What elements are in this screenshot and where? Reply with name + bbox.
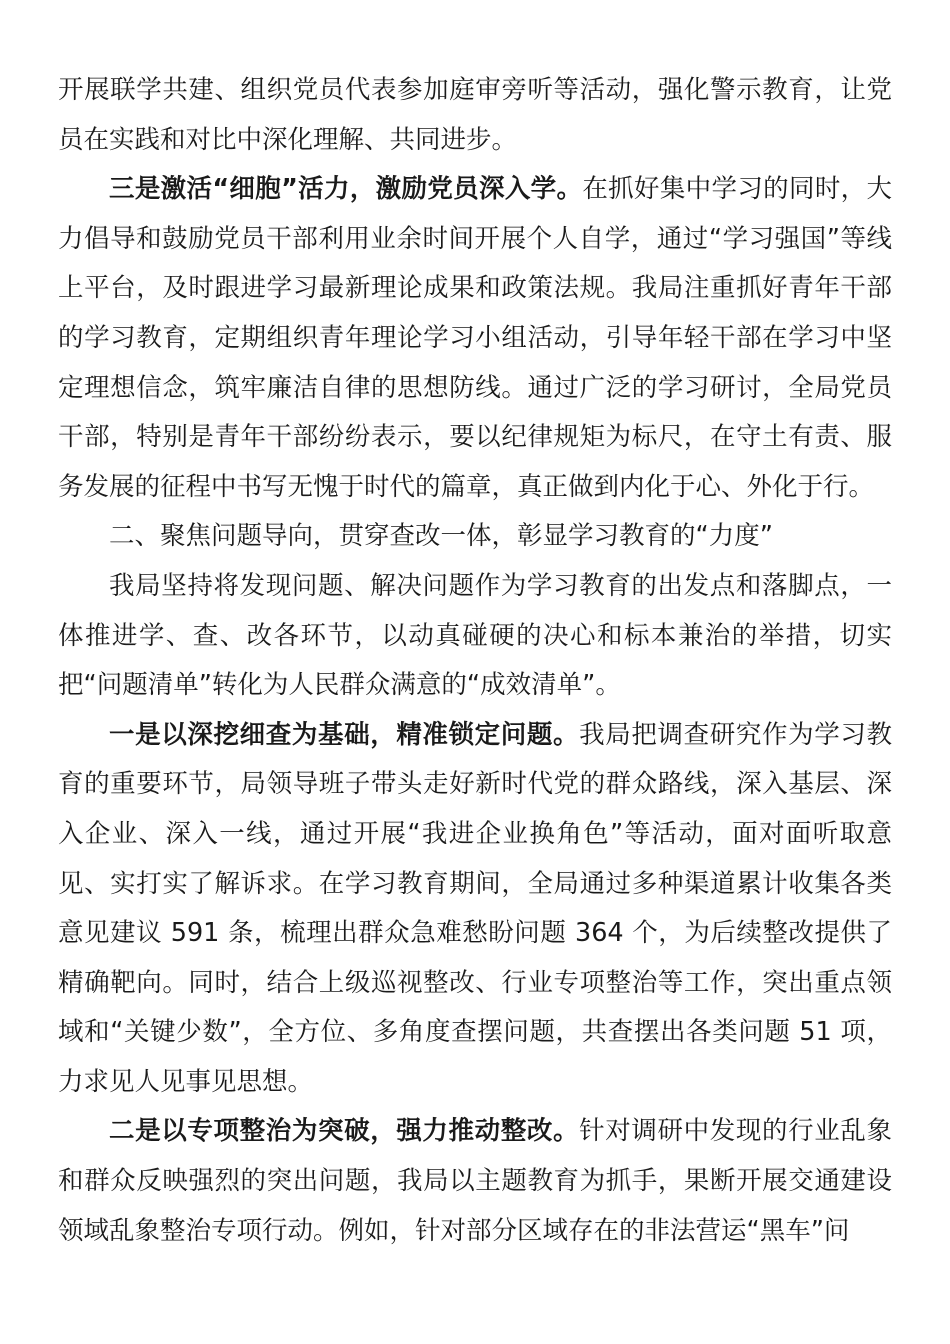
paragraph-1 <box>58 66 892 165</box>
section-heading <box>58 512 892 562</box>
section-heading-text: 二、聚焦问题导向，贯穿查改一体，彰显学习教育的“力度” <box>109 521 773 552</box>
paragraph-2-lead: 三是激活“细胞”活力，激励党员深入学。 <box>109 174 583 205</box>
paragraph-6-lead: 二是以专项整治为突破，强力推动整改。 <box>109 1116 580 1147</box>
paragraph-2-text: 在抓好集中学习的同时，大力倡导和鼓励党员干部利用业余时间开展个人自学，通过“学习强国”等线上平台，及时跟进学习最新理论成果和政策法规。我局注重抓好青年干部的学习教育，定期组织青年理论学习小组活动，引导年轻干部在学习中坚定理想信念，筑牢廉洁自律的思想防线。通过广泛的学习研讨，全局党员干部，特别是青年干部纷纷表示，要以纪律规矩为标尺，在守土有责、服务发展的征程中书写无愧于时代的篇章，真正做到内化于心、外化于行。 <box>58 174 892 502</box>
paragraph-6 <box>58 1107 892 1256</box>
paragraph-2 <box>58 165 892 512</box>
paragraph-4 <box>58 562 892 711</box>
paragraph-6-text: 针对调研中发现的行业乱象和群众反映强烈的突出问题，我局以主题教育为抓手，果断开展交通建设领域乱象整治专项行动。例如，针对部分区域存在的非法营运“黑车”问 <box>58 1116 892 1246</box>
paragraph-1-text: 开展联学共建、组织党员代表参加庭审旁听等活动，强化警示教育，让党员在实践和对比中深化理解、共同进步。 <box>58 75 892 155</box>
document-page <box>58 66 892 1256</box>
paragraph-5 <box>58 711 892 1108</box>
paragraph-5-text: 我局把调查研究作为学习教育的重要环节，局领导班子带头走好新时代党的群众路线，深入基层、深入企业、深入一线，通过开展“我进企业换角色”等活动，面对面听取意见、实打实了解诉求。在学习教育期间，全局通过多种渠道累计收集各类意见建议 591 条，梳理出群众急难愁盼问题 364 个，为后续整改提供了精确靶向。同时，结合上级巡视整改、行业专项整治等工作，突出重点领域和“关键少数”，全方位、多角度查摆问题，共查摆出各类问题 51 项，力求见人见事见思想。 <box>58 719 892 1097</box>
paragraph-4-text: 我局坚持将发现问题、解决问题作为学习教育的出发点和落脚点，一体推进学、查、改各环节，以动真碰硬的决心和标本兼治的举措，切实把“问题清单”转化为人民群众满意的“成效清单”。 <box>58 570 892 701</box>
paragraph-5-lead: 一是以深挖细查为基础，精准锁定问题。 <box>109 719 580 750</box>
